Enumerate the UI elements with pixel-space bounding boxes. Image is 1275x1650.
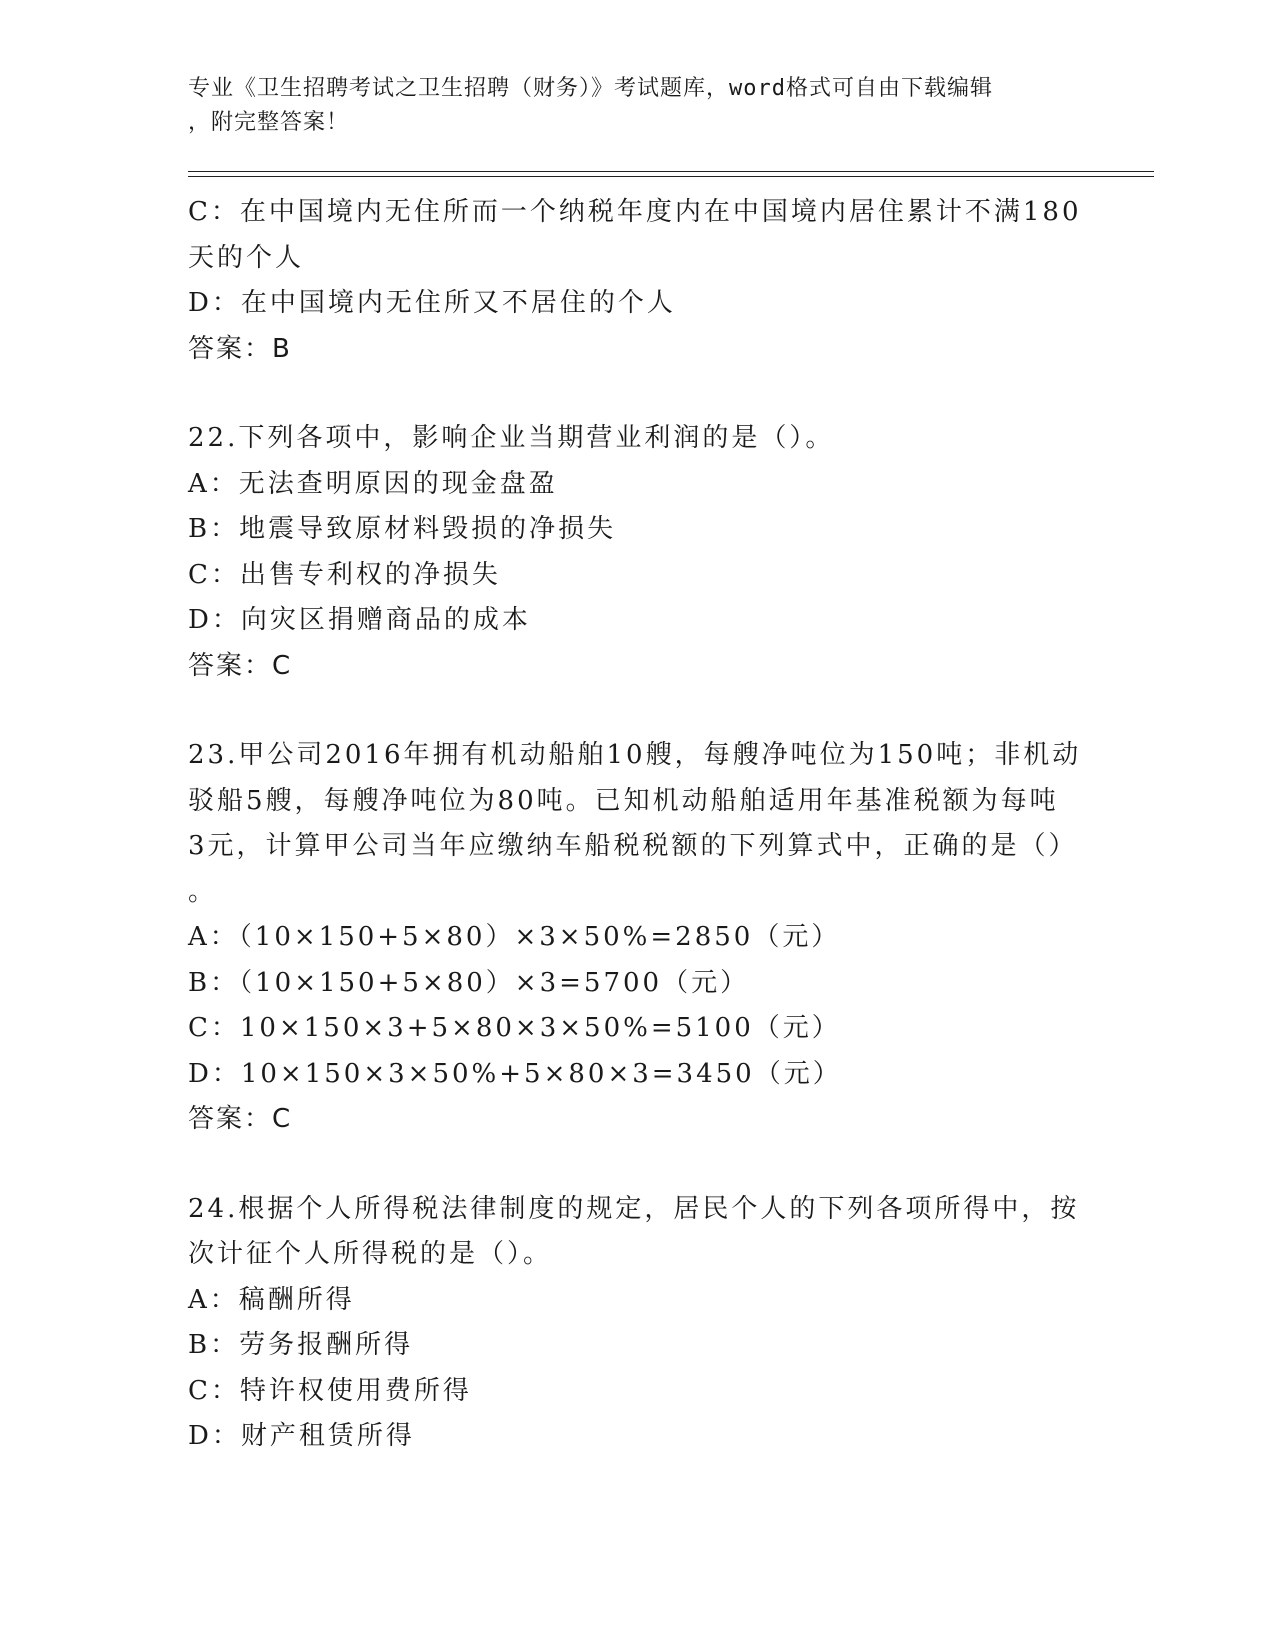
answer: 答案：C [188, 650, 293, 681]
header-line-1: 专业《卫生招聘考试之卫生招聘（财务）》考试题库，word格式可自由下载编辑 [188, 76, 993, 101]
option-d: D：在中国境内无住所又不居住的个人 [188, 288, 676, 318]
header-rule-bottom [188, 176, 1154, 177]
question-text-continued: 。 [188, 876, 218, 907]
question-24 [188, 1187, 1088, 1460]
question-text-continued: 驳船5艘，每艘净吨位为80吨。已知机动船舶适用年基准税额为每吨 [188, 785, 1059, 816]
spacer [188, 1143, 1088, 1187]
spacer [188, 372, 1088, 416]
option-d: D：向灾区捐赠商品的成本 [188, 605, 531, 635]
option-b: B：（10×150+5×80）×3=5700（元） [188, 967, 750, 998]
option-c-continued: 天的个人 [188, 242, 305, 273]
spacer [188, 689, 1088, 733]
question-text-continued: 次计征个人所得税的是（）。 [188, 1239, 553, 1269]
option-a: A：稿酬所得 [188, 1284, 355, 1315]
option-a: A：无法查明原因的现金盘盈 [188, 468, 558, 499]
option-b: B：劳务报酬所得 [188, 1330, 414, 1360]
answer: 答案：B [188, 333, 292, 364]
answer: 答案：C [188, 1104, 293, 1134]
option-c: C：10×150×3+5×80×3×50%=5100（元） [188, 1013, 841, 1043]
header-rule-top [188, 171, 1154, 172]
option-c: C：特许权使用费所得 [188, 1375, 472, 1406]
question-text-continued: 3元，计算甲公司当年应缴纳车船税税额的下列算式中，正确的是（） [188, 831, 1078, 861]
question-22 [188, 416, 1088, 689]
option-d: D：10×150×3×50%+5×80×3=3450（元） [188, 1058, 842, 1089]
document-body [188, 190, 1088, 1460]
option-a: A：（10×150+5×80）×3×50%=2850（元） [188, 922, 841, 952]
question-text: 22.下列各项中，影响企业当期营业利润的是（）。 [188, 423, 835, 453]
question-23 [188, 733, 1088, 1143]
header-line-2: ，附完整答案！ [188, 110, 350, 135]
option-b: B：地震导致原材料毁损的净损失 [188, 514, 617, 544]
document-header [188, 72, 1068, 140]
option-d: D：财产租赁所得 [188, 1421, 415, 1451]
option-c: C：出售专利权的净损失 [188, 559, 501, 590]
question-text: 23.甲公司2016年拥有机动船舶10艘，每艘净吨位为150吨；非机动 [188, 740, 1082, 770]
question-text: 24.根据个人所得税法律制度的规定，居民个人的下列各项所得中，按 [188, 1193, 1080, 1224]
question-21-tail [188, 190, 1088, 372]
option-c: C：在中国境内无住所而一个纳税年度内在中国境内居住累计不满180 [188, 197, 1082, 227]
